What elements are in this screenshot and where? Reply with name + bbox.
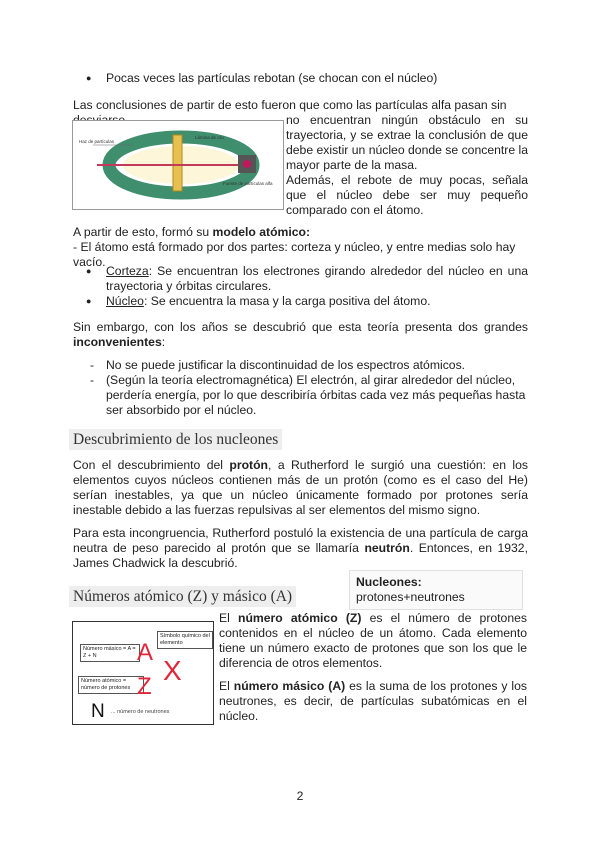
bullet-rebotan-text: Pocas veces las partículas rebotan (se chocan con el núcleo) [106, 71, 438, 85]
label-atomico: Número atómico = número de protones [78, 676, 144, 694]
a-text-c: es la suma de los protones y los neutrones, es decir, de partículas subatómicas en el núcleo. [219, 679, 527, 723]
neutron-text-c: . Entonces, en 1932, James Chadwick la descubrió. [73, 541, 528, 570]
page-number: 2 [296, 789, 304, 803]
label-lamina: Lámina de oro [195, 135, 224, 140]
inconv-item-1: - No se puede justificar la discontinuidad de los espectros atómicos. [90, 358, 466, 372]
neutron-paragraph [73, 526, 528, 571]
heading-nucleones-text: Descubrimiento de los nucleones [69, 429, 282, 450]
proton-paragraph [73, 458, 528, 518]
letter-x: X [163, 655, 182, 686]
label-masico: Número másico = A = Z + N [80, 644, 140, 662]
heading-numeros-text: Números atómico (Z) y másico (A) [69, 586, 296, 607]
heading-numeros [69, 586, 296, 607]
model-intro-bold: modelo atómico: [212, 225, 311, 239]
heading-nucleones [69, 429, 282, 450]
conclusions-rebote: Además, el rebote de muy pocas, señala que el núcleo debe ser muy pequeño comparado con el átomo. [286, 173, 528, 217]
bullet-nucleo [106, 294, 528, 309]
corteza-text: : Se encuentran los electrones girando alrededor del núcleo en una trayectoria y órbitas circulares. [106, 264, 528, 293]
z-paragraph [219, 611, 527, 671]
neutron-bold: neutrón [364, 541, 410, 555]
label-simbolo: Símbolo químico del elemento [157, 631, 213, 649]
a-text-a: El [219, 679, 234, 693]
inconvenientes-intro [73, 320, 528, 350]
a-paragraph [219, 679, 527, 724]
proton-text-a: Con el descubrimiento del [73, 458, 230, 472]
nucleo-text: : Se encuentra la masa y la carga positiva del átomo. [143, 294, 431, 308]
proton-text-c: , a Rutherford le surgió una cuestión: en los elementos cuyos núcleos contienen más de un protón (como es el caso del He) serían inestables, ya que un núcleo únicamente formado por protones sería inestable debido a las fuerzas repulsivas al ser elementos del mismo signo. [73, 458, 528, 517]
z-text-a: El [219, 611, 239, 625]
label-fuente: Fuente de partículas alfa [223, 181, 273, 186]
model-intro [73, 225, 533, 240]
nucleones-box [349, 570, 523, 610]
inconv-colon: : [161, 335, 166, 349]
bullet-corteza [106, 264, 528, 294]
nucleones-box-text: protones+neutrones [356, 590, 465, 604]
z-text-c: es el número de protones contenidos en el núcleo de un átomo. Cada elemento tiene un número exacto de protones que son los que le diferencia de otros elementos. [219, 611, 527, 670]
gold-foil-diagram [73, 121, 283, 209]
rutherford-experiment-image [72, 120, 284, 210]
nucleo-term: Núcleo [106, 294, 144, 308]
inconv-bold: inconvenientes [73, 335, 162, 349]
inconv-item-2: - (Según la teoría electromagnética) El electrón, al girar alrededor del núcleo, perdería energía, por lo que describiría órbitas cada vez más pequeñas hasta ser absorbido por el núcleo. [90, 373, 526, 417]
inconv-intro-text: Sin embargo, con los años se descubrió que esta teoría presenta dos grandes [73, 320, 528, 334]
nucleones-box-bold: Nucleones: [356, 575, 422, 589]
inconv-item-2-text: (Según la teoría electromagnética) El electrón, al girar alrededor del núcleo, perdería energía, por lo que describiría órbitas cada vez más pequeñas hasta ser absorbido por el núcleo. [106, 373, 526, 417]
z-bold: número atómico (Z) [238, 611, 362, 625]
label-neutrones: ... número de neutrones [111, 709, 170, 715]
azx-diagram [72, 621, 214, 725]
bullet-rebotan [106, 71, 546, 86]
model-parts: - El átomo está formado por dos partes: corteza y núcleo, y entre medias solo hay vacío. [73, 240, 516, 269]
letter-n: N [91, 701, 105, 722]
conclusions-first-line: Las conclusiones de partir de esto fueron que como las partículas alfa pasan sin [73, 98, 507, 112]
corteza-term: Corteza [106, 264, 149, 278]
letter-z: Z [137, 673, 152, 700]
a-bold: número másico (A) [233, 679, 346, 693]
neutron-text-a: Para esta incongruencia, Rutherford postuló la existencia de una partícula de carga neutra de peso parecido al protón que se llamaría [73, 526, 528, 555]
proton-bold: protón [229, 458, 269, 472]
inconv-item-1-text: No se puede justificar la discontinuidad de los espectros atómicos. [106, 358, 466, 372]
letter-a: A [137, 639, 154, 666]
label-haz: Haz de partículas [79, 139, 115, 144]
conclusions-rest: no encuentran ningún obstáculo en su trayectoria, y se extrae la conclusión de que debe existir un núcleo donde se concentre la mayor parte de la masa. [286, 113, 528, 172]
model-intro-text: A partir de esto, formó su [73, 225, 213, 239]
